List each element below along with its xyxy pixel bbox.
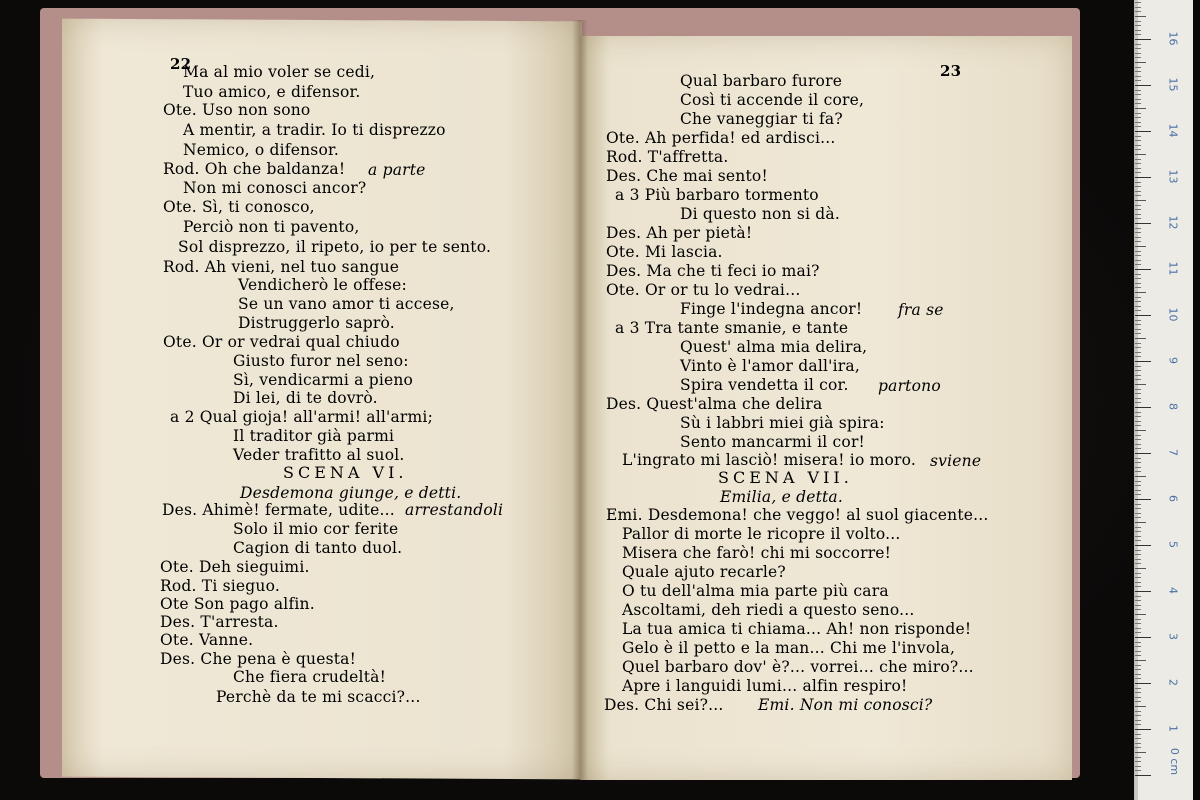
- right-page-text-line: Pallor di morte le ricopre il volto...: [622, 525, 901, 543]
- left-page-text-line: a 2 Qual gioja! all'armi! all'armi;: [170, 408, 434, 426]
- ruler-tick: [1135, 228, 1141, 229]
- right-page-scene-heading: SCENA VII.: [718, 468, 853, 487]
- right-page-text-line: Vinto è l'amor dall'ira,: [680, 357, 860, 375]
- right-page-text-line: Emi. Desdemona! che veggo! al suol giacente...: [606, 506, 989, 524]
- ruler-tick: [1135, 333, 1141, 334]
- ruler-tick: [1135, 706, 1146, 707]
- ruler-tick: [1135, 471, 1141, 472]
- right-page-text-line: Quest' alma mia delira,: [680, 338, 868, 356]
- ruler-tick: [1135, 614, 1146, 615]
- ruler-tick: [1135, 356, 1141, 357]
- right-page-stage-direction: partono: [878, 377, 941, 395]
- right-page-stage-direction: Emi. Non mi conosci?: [758, 696, 933, 714]
- ruler-tick: [1135, 651, 1141, 652]
- ruler-tick: [1135, 384, 1146, 385]
- ruler-tick: [1135, 379, 1141, 380]
- left-page-text-line: Che fiera crudeltà!: [233, 668, 387, 686]
- ruler-tick: [1135, 48, 1141, 49]
- ruler-tick: [1135, 513, 1141, 514]
- ruler-tick: [1135, 398, 1141, 399]
- left-page-text-line: Rod. Ti sieguo.: [160, 577, 280, 595]
- ruler-tick: [1135, 596, 1141, 597]
- ruler-tick: [1135, 389, 1141, 390]
- ruler-tick: [1135, 642, 1141, 643]
- left-page-text-line: Nemico, o difensor.: [183, 141, 340, 159]
- ruler-tick: [1135, 251, 1141, 252]
- ruler-tick: [1135, 720, 1141, 721]
- ruler-tick: [1135, 628, 1141, 629]
- ruler-tick: [1135, 195, 1141, 196]
- ruler-tick: [1135, 237, 1141, 238]
- ruler-tick: [1135, 683, 1151, 684]
- right-page-text-line: La tua amica ti chiama... Ah! non risponde!: [622, 620, 972, 638]
- ruler-tick: [1135, 223, 1151, 224]
- ruler-tick: [1135, 458, 1141, 459]
- right-page-text-line: Quel barbaro dov' è?... vorrei... che miro?...: [622, 658, 974, 676]
- ruler-tick: [1135, 435, 1141, 436]
- ruler-tick: [1135, 76, 1141, 77]
- ruler-tick: [1135, 287, 1141, 288]
- ruler-tick: [1135, 292, 1146, 293]
- ruler-tick: [1135, 2, 1141, 3]
- left-page-text-line: Ote Son pago alfin.: [160, 595, 315, 613]
- ruler-tick: [1135, 550, 1141, 551]
- ruler-tick: [1135, 761, 1141, 762]
- ruler-tick: [1135, 508, 1141, 509]
- ruler-tick: [1135, 366, 1141, 367]
- ruler-tick: [1135, 39, 1151, 40]
- ruler-tick: [1135, 425, 1141, 426]
- ruler-tick: [1135, 301, 1141, 302]
- left-page-text-line: Des. Ahimè! fermate, udite...: [162, 501, 395, 519]
- ruler-tick: [1135, 766, 1141, 767]
- right-page-stage-direction: fra se: [898, 301, 944, 319]
- ruler-tick: [1135, 711, 1141, 712]
- right-page-text-line: Misera che farò! chi mi soccorre!: [622, 544, 892, 562]
- ruler-tick: [1135, 343, 1141, 344]
- ruler-tick: [1135, 324, 1141, 325]
- ruler-tick: [1135, 191, 1141, 192]
- ruler-tick: [1135, 269, 1151, 270]
- ruler-tick: [1135, 103, 1141, 104]
- ruler-tick: [1135, 310, 1141, 311]
- ruler-tick: [1135, 205, 1141, 206]
- ruler-tick: [1135, 545, 1151, 546]
- right-page-text-line: L'ingrato mi lasciò! misera! io moro.: [622, 451, 917, 469]
- measuring-ruler: [1134, 0, 1193, 800]
- left-page-text-line: Tuo amico, e difensor.: [183, 83, 361, 101]
- ruler-tick: [1135, 752, 1146, 753]
- left-page-text-line: Sì, vendicarmi a pieno: [233, 371, 414, 389]
- ruler-tick: [1135, 145, 1141, 146]
- ruler-tick: [1135, 255, 1141, 256]
- ruler-number: 11: [1166, 261, 1180, 276]
- ruler-tick: [1135, 172, 1141, 173]
- ruler-edge: [1135, 0, 1138, 800]
- ruler-tick: [1135, 692, 1141, 693]
- ruler-tick: [1135, 665, 1141, 666]
- right-page-number: 23: [940, 62, 962, 80]
- ruler-tick: [1135, 30, 1141, 31]
- ruler-tick: [1135, 218, 1141, 219]
- ruler-tick: [1135, 678, 1141, 679]
- ruler-tick: [1135, 16, 1146, 17]
- ruler-tick: [1135, 674, 1141, 675]
- ruler-tick: [1135, 430, 1146, 431]
- right-page-text-line: Ote. Ah perfida! ed ardisci...: [606, 129, 836, 147]
- ruler-number: 13: [1166, 169, 1180, 184]
- ruler-tick: [1135, 186, 1141, 187]
- ruler-tick: [1135, 609, 1141, 610]
- right-page-text-line: Des. Ma che ti feci io mai?: [606, 262, 820, 280]
- ruler-tick: [1135, 278, 1141, 279]
- ruler-tick: [1135, 775, 1151, 776]
- ruler-number: 3: [1166, 633, 1180, 640]
- ruler-tick: [1135, 209, 1141, 210]
- ruler-tick: [1135, 701, 1141, 702]
- right-page-text-line: Ascoltami, deh riedi a questo seno...: [622, 601, 915, 619]
- ruler-tick: [1135, 499, 1151, 500]
- ruler-tick: [1135, 439, 1141, 440]
- ruler-tick: [1135, 352, 1141, 353]
- ruler-tick: [1135, 108, 1146, 109]
- ruler-tick: [1135, 159, 1141, 160]
- ruler-tick: [1135, 527, 1141, 528]
- ruler-number: 2: [1166, 679, 1180, 686]
- ruler-tick: [1135, 531, 1141, 532]
- ruler-tick: [1135, 605, 1141, 606]
- ruler-tick: [1135, 407, 1151, 408]
- ruler-tick: [1135, 264, 1141, 265]
- ruler-tick: [1135, 688, 1141, 689]
- ruler-tick: [1135, 563, 1141, 564]
- ruler-tick: [1135, 453, 1151, 454]
- ruler-tick: [1135, 34, 1141, 35]
- ruler-tick: [1135, 329, 1141, 330]
- right-page-text-line: Finge l'indegna ancor!: [680, 300, 863, 318]
- ruler-tick: [1135, 260, 1141, 261]
- left-page-text-line: Se un vano amor ti accese,: [238, 295, 455, 313]
- ruler-tick: [1135, 99, 1141, 100]
- ruler-tick: [1135, 494, 1141, 495]
- ruler-tick: [1135, 94, 1141, 95]
- ruler-number: 15: [1166, 77, 1180, 92]
- left-page-text-line: Ote. Vanne.: [160, 631, 254, 649]
- right-page-text-line: Ote. Or or tu lo vedrai...: [606, 281, 801, 299]
- ruler-tick: [1135, 274, 1141, 275]
- ruler-tick: [1135, 117, 1141, 118]
- left-page-text-line: Des. Che pena è questa!: [160, 650, 357, 668]
- left-page-text-line: A mentir, a tradir. Io ti disprezzo: [183, 121, 446, 139]
- ruler-tick: [1135, 724, 1141, 725]
- ruler-tick: [1135, 462, 1141, 463]
- ruler-number: 5: [1166, 541, 1180, 548]
- ruler-number: 6: [1166, 495, 1180, 502]
- left-page-text-line: Il traditor già parmi: [233, 427, 395, 445]
- ruler-tick: [1135, 646, 1141, 647]
- ruler-tick: [1135, 53, 1141, 54]
- left-page-text-line: Ote. Sì, ti conosco,: [163, 198, 315, 216]
- ruler-tick: [1135, 416, 1141, 417]
- right-page-text-line: Ote. Mi lascia.: [606, 243, 723, 261]
- ruler-tick: [1135, 177, 1151, 178]
- right-page-text-line: Sù i labbri miei già spira:: [680, 414, 885, 432]
- ruler-tick: [1135, 729, 1151, 730]
- ruler-tick: [1135, 697, 1141, 698]
- left-page-text-line: Ma al mio voler se cedi,: [183, 63, 376, 81]
- right-page-text-line: Rod. T'affretta.: [606, 148, 729, 166]
- ruler-tick: [1135, 85, 1151, 86]
- ruler-tick: [1135, 306, 1141, 307]
- left-page-text-line: Perchè da te mi scacci?...: [216, 688, 421, 706]
- ruler-tick: [1135, 467, 1141, 468]
- left-page-text-line: Rod. Ah vieni, nel tuo sangue: [163, 258, 400, 276]
- ruler-tick: [1135, 393, 1141, 394]
- ruler-tick: [1135, 241, 1141, 242]
- ruler-tick: [1135, 504, 1141, 505]
- left-page-text-line: Perciò non ti pavento,: [183, 218, 360, 236]
- ruler-number: 10: [1166, 307, 1180, 322]
- ruler-number: 1: [1166, 725, 1180, 732]
- left-page-text-line: Giusto furor nel seno:: [233, 352, 409, 370]
- ruler-number: 7: [1166, 449, 1180, 456]
- ruler-tick: [1135, 586, 1141, 587]
- ruler-tick: [1135, 517, 1141, 518]
- ruler-tick: [1135, 347, 1141, 348]
- right-page-text-line: Sento mancarmi il cor!: [680, 433, 865, 451]
- ruler-tick: [1135, 522, 1146, 523]
- right-page-text-line: Des. Che mai sento!: [606, 167, 768, 185]
- ruler-tick: [1135, 577, 1141, 578]
- ruler-tick: [1135, 44, 1141, 45]
- left-page-text-line: Ote. Or or vedrai qual chiudo: [163, 333, 400, 351]
- ruler-tick: [1135, 140, 1141, 141]
- ruler-tick: [1135, 402, 1141, 403]
- right-page-text-line: Gelo è il petto e la man... Chi me l'invola,: [622, 639, 956, 657]
- ruler-tick: [1135, 246, 1146, 247]
- left-page-stage-direction: Desdemona giunge, e detti.: [240, 484, 462, 502]
- ruler-tick: [1135, 573, 1141, 574]
- left-page-text-line: Vendicherò le offese:: [238, 276, 407, 294]
- right-page-text-line: a 3 Più barbaro tormento: [615, 186, 819, 204]
- left-page-text-line: Cagion di tanto duol.: [233, 539, 403, 557]
- left-page-text-line: Des. T'arresta.: [160, 613, 279, 631]
- right-page-text-line: Così ti accende il core,: [680, 91, 865, 109]
- ruler-unit-label: 0 cm: [1168, 747, 1182, 776]
- right-page-text-line: a 3 Tra tante smanie, e tante: [615, 319, 849, 337]
- ruler-tick: [1135, 126, 1141, 127]
- ruler-tick: [1135, 320, 1141, 321]
- ruler-tick: [1135, 554, 1141, 555]
- ruler-tick: [1135, 182, 1141, 183]
- ruler-tick: [1135, 90, 1141, 91]
- ruler-tick: [1135, 80, 1141, 81]
- ruler-tick: [1135, 57, 1141, 58]
- ruler-tick: [1135, 559, 1141, 560]
- ruler-tick: [1135, 600, 1141, 601]
- left-page-text-line: Non mi conosci ancor?: [183, 179, 367, 197]
- ruler-tick: [1135, 21, 1141, 22]
- ruler-tick: [1135, 582, 1141, 583]
- ruler-tick: [1135, 200, 1146, 201]
- ruler-tick: [1135, 338, 1146, 339]
- ruler-tick: [1135, 476, 1146, 477]
- ruler-tick: [1135, 67, 1141, 68]
- ruler-tick: [1135, 568, 1146, 569]
- ruler-tick: [1135, 623, 1141, 624]
- ruler-number: 8: [1166, 403, 1180, 410]
- ruler-tick: [1135, 734, 1141, 735]
- ruler-tick: [1135, 232, 1141, 233]
- ruler-tick: [1135, 536, 1141, 537]
- ruler-tick: [1135, 540, 1141, 541]
- ruler-tick: [1135, 297, 1141, 298]
- right-page-text-line: Di questo non si dà.: [680, 205, 840, 223]
- ruler-tick: [1135, 421, 1141, 422]
- ruler-tick: [1135, 131, 1151, 132]
- ruler-tick: [1135, 632, 1141, 633]
- ruler-tick: [1135, 11, 1141, 12]
- ruler-tick: [1135, 163, 1141, 164]
- left-page-text-line: Distruggerlo saprò.: [238, 314, 395, 332]
- ruler-tick: [1135, 669, 1141, 670]
- left-page-text-line: Rod. Oh che baldanza!: [163, 160, 346, 178]
- right-page-text-line: Des. Quest'alma che delira: [606, 395, 823, 413]
- right-page-stage-direction: Emilia, e detta.: [720, 488, 843, 506]
- left-page-text-line: Ote. Uso non sono: [163, 101, 311, 119]
- left-page-text-line: Sol disprezzo, il ripeto, io per te sento.: [178, 238, 492, 256]
- ruler-tick: [1135, 619, 1141, 620]
- ruler-number: 14: [1166, 123, 1180, 138]
- ruler-tick: [1135, 375, 1141, 376]
- right-page-stage-direction: sviene: [930, 452, 982, 470]
- ruler-tick: [1135, 149, 1141, 150]
- book-gutter: [572, 20, 588, 780]
- ruler-number: 9: [1166, 357, 1180, 364]
- ruler-tick: [1135, 770, 1141, 771]
- ruler-tick: [1135, 370, 1141, 371]
- ruler-tick: [1135, 361, 1151, 362]
- left-page-number: 22: [170, 55, 192, 73]
- ruler-tick: [1135, 757, 1141, 758]
- ruler-tick: [1135, 25, 1141, 26]
- ruler-tick: [1135, 315, 1151, 316]
- left-page-scene-heading: SCENA VI.: [283, 463, 408, 482]
- right-page-text-line: Qual barbaro furore: [680, 72, 843, 90]
- ruler-tick: [1135, 154, 1146, 155]
- ruler-tick: [1135, 214, 1141, 215]
- ruler-tick: [1135, 655, 1141, 656]
- right-page-text-line: Quale ajuto recarle?: [622, 563, 786, 581]
- ruler-tick: [1135, 7, 1141, 8]
- ruler-number: 12: [1166, 215, 1180, 230]
- ruler-tick: [1135, 591, 1151, 592]
- ruler-tick: [1135, 481, 1141, 482]
- ruler-tick: [1135, 660, 1146, 661]
- right-page-text-line: Apre i languidi lumi... alfin respiro!: [622, 677, 908, 695]
- left-page-text-line: Veder trafitto al suol.: [233, 446, 405, 464]
- ruler-number: 4: [1166, 587, 1180, 594]
- right-page-text-line: Des. Chi sei?...: [604, 696, 724, 714]
- ruler-tick: [1135, 715, 1141, 716]
- left-page-text-line: Ote. Deh sieguimi.: [160, 558, 310, 576]
- ruler-tick: [1135, 485, 1141, 486]
- ruler-tick: [1135, 738, 1141, 739]
- ruler-tick: [1135, 743, 1141, 744]
- ruler-tick: [1135, 62, 1146, 63]
- ruler-tick: [1135, 122, 1141, 123]
- left-page-stage-direction: arrestandoli: [405, 501, 504, 519]
- ruler-tick: [1135, 283, 1141, 284]
- left-page-stage-direction: a parte: [368, 161, 426, 179]
- ruler-tick: [1135, 490, 1141, 491]
- ruler-tick: [1135, 448, 1141, 449]
- ruler-number: 16: [1166, 31, 1180, 46]
- ruler-tick: [1135, 71, 1141, 72]
- left-page-text-line: Solo il mio cor ferite: [233, 520, 399, 538]
- ruler-tick: [1135, 637, 1151, 638]
- ruler-tick: [1135, 113, 1141, 114]
- right-page-text-line: Spira vendetta il cor.: [680, 376, 849, 394]
- right-page-text-line: O tu dell'alma mia parte più cara: [622, 582, 889, 600]
- ruler-tick: [1135, 747, 1141, 748]
- right-page-text-line: Des. Ah per pietà!: [606, 224, 753, 242]
- left-page-text-line: Di lei, di te dovrò.: [233, 389, 378, 407]
- right-page-text-line: Che vaneggiar ti fa?: [680, 110, 843, 128]
- ruler-tick: [1135, 168, 1141, 169]
- ruler-tick: [1135, 412, 1141, 413]
- ruler-tick: [1135, 136, 1141, 137]
- ruler-tick: [1135, 444, 1141, 445]
